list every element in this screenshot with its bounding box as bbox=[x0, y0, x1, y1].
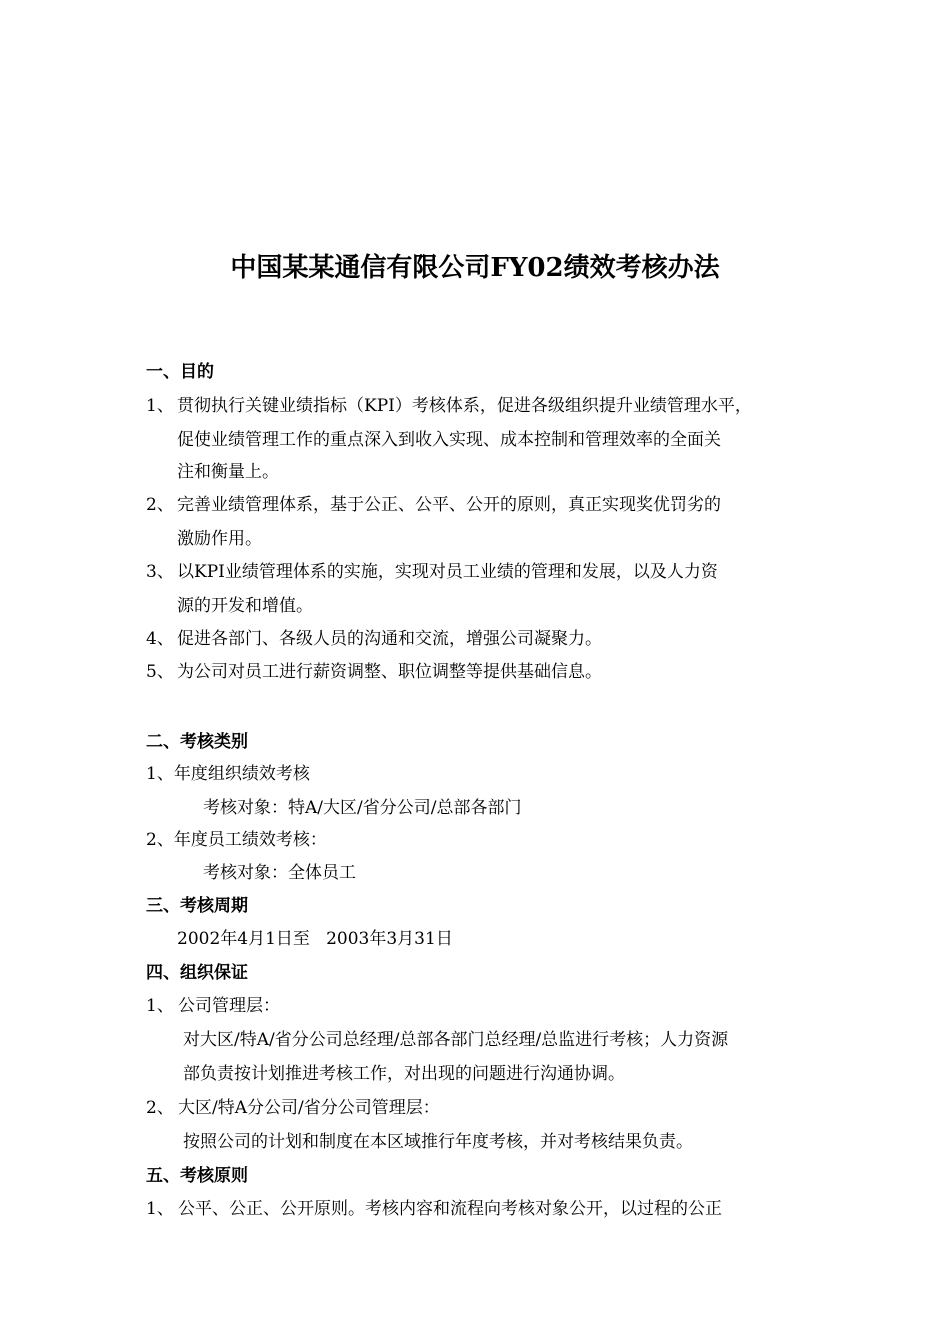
item-number: 3、 bbox=[146, 562, 174, 582]
paragraph-line: 对大区/特A/省分公司总经理/总部各部门总经理/总监进行考核；人力资源 bbox=[183, 1030, 729, 1050]
period-text: 2002年4月1日至 2003年3月31日 bbox=[177, 929, 453, 949]
category-item: 2、年度员工绩效考核： bbox=[146, 830, 327, 850]
paragraph-line: 部负责按计划推进考核工作，对出现的问题进行沟通协调。 bbox=[183, 1064, 625, 1084]
item-number: 1、 bbox=[146, 1199, 174, 1219]
item-number: 2、 bbox=[146, 1098, 174, 1118]
category-target: 考核对象：特A/大区/省分公司/总部各部门 bbox=[203, 798, 522, 818]
paragraph-line: 完善业绩管理体系，基于公正、公平、公开的原则，真正实现奖优罚劣的 bbox=[177, 495, 721, 515]
paragraph-line: 按照公司的计划和制度在本区域推行年度考核，并对考核结果负责。 bbox=[183, 1132, 693, 1152]
section-heading-purpose: 一、目的 bbox=[146, 362, 214, 382]
section-heading-organization: 四、组织保证 bbox=[146, 963, 248, 983]
item-number: 4、 bbox=[146, 629, 174, 649]
paragraph-line: 为公司对员工进行薪资调整、职位调整等提供基础信息。 bbox=[177, 662, 602, 682]
item-number: 1、 bbox=[146, 996, 174, 1016]
section-heading-period: 三、考核周期 bbox=[146, 896, 248, 916]
item-title: 大区/特A分公司/省分公司管理层： bbox=[178, 1098, 440, 1118]
paragraph-line: 促进各部门、各级人员的沟通和交流，增强公司凝聚力。 bbox=[177, 629, 602, 649]
category-item: 1、年度组织绩效考核 bbox=[146, 764, 310, 784]
section-heading-categories: 二、考核类别 bbox=[146, 732, 248, 752]
paragraph-line: 源的开发和增值。 bbox=[177, 596, 313, 616]
document-title: 中国某某通信有限公司FY02绩效考核办法 bbox=[230, 253, 720, 283]
item-number: 1、 bbox=[146, 396, 174, 416]
paragraph-line: 激励作用。 bbox=[177, 529, 262, 549]
item-number: 2、 bbox=[146, 495, 174, 515]
paragraph-line: 公平、公正、公开原则。考核内容和流程向考核对象公开，以过程的公正 bbox=[178, 1199, 722, 1219]
item-title: 公司管理层： bbox=[178, 996, 280, 1016]
section-heading-principles: 五、考核原则 bbox=[146, 1166, 248, 1186]
paragraph-line: 以KPI业绩管理体系的实施，实现对员工业绩的管理和发展，以及人力资 bbox=[177, 562, 718, 582]
category-target: 考核对象：全体员工 bbox=[203, 863, 356, 883]
item-number: 5、 bbox=[146, 662, 174, 682]
paragraph-line: 注和衡量上。 bbox=[177, 462, 279, 482]
paragraph-line: 贯彻执行关键业绩指标（KPI）考核体系，促进各级组织提升业绩管理水平， bbox=[177, 396, 752, 416]
paragraph-line: 促使业绩管理工作的重点深入到收入实现、成本控制和管理效率的全面关 bbox=[177, 430, 721, 450]
